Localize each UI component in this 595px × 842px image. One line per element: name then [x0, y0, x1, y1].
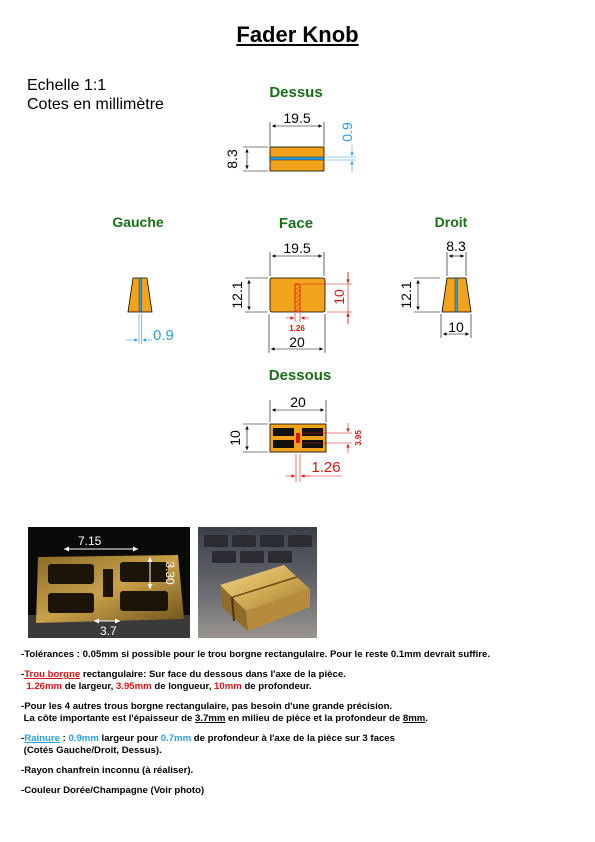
note-value: 0.7mm	[160, 733, 192, 744]
dim-bottom-width: 20	[290, 394, 306, 410]
view-label-top: Dessus	[269, 84, 323, 101]
page-title: Fader Knob	[236, 22, 359, 47]
note-text: (Cotés Gauche/Droit, Dessus).	[23, 745, 162, 756]
note-text: La côte importante est l'épaisseur de	[23, 713, 195, 724]
note-tolerance: -Tolérances : 0.05mm si possible pour le trou borgne rectangulaire. Pour le reste 0.1mm devrait suffire.	[21, 649, 490, 660]
bottom-view-pocket	[302, 428, 323, 436]
dim-bottom-hole-width: 1.26	[311, 459, 341, 476]
bottom-view-pocket	[273, 428, 294, 436]
top-view	[224, 110, 356, 172]
photo-dim-right: 3.30	[163, 561, 177, 585]
note-other-holes	[21, 701, 581, 725]
bottom-view	[227, 394, 363, 482]
note-text: de largeur,	[62, 681, 116, 692]
units-line: Cotes en millimètre	[27, 96, 164, 113]
photo-knob-drawing	[198, 527, 317, 638]
note-text: rectangulaire: Sur face du dessous dans l'axe de la pièce.	[80, 669, 346, 680]
bottom-view-blind-hole	[296, 433, 300, 443]
note-text: -Pour les 4 autres trous borgne rectangulaire, pas besoin d'une grande précision.	[21, 701, 393, 712]
note-groove	[21, 733, 581, 757]
dim-top-groove: 0.9	[339, 122, 355, 142]
photo-underside	[28, 527, 190, 638]
note-color: -Couleur Dorée/Champagne (Voir photo)	[21, 785, 205, 796]
view-label-right: Droit	[434, 214, 468, 230]
left-view	[126, 278, 174, 344]
note-text: de profondeur.	[241, 681, 312, 692]
dim-front-hole-width: 1.26	[289, 324, 305, 333]
note-term: Rainure	[24, 733, 60, 744]
view-label-front: Face	[278, 215, 314, 232]
dim-bottom-hole-length: 3.95	[354, 430, 363, 446]
note-chamfer: -Rayon chanfrein inconnu (à réaliser).	[21, 765, 194, 776]
dim-front-height: 12.1	[229, 281, 245, 309]
scale-line: Echelle 1:1	[27, 77, 107, 94]
note-text: en milieu de pièce et la profondeur de	[225, 713, 403, 724]
note-text: :	[59, 733, 69, 744]
dim-right-height: 12.1	[398, 281, 414, 309]
note-text: de profondeur à l'axe de la pièce sur 3 faces	[191, 733, 395, 744]
note-text: .	[425, 713, 428, 724]
bottom-view-pocket	[302, 440, 323, 448]
dim-front-bottom: 20	[289, 334, 305, 350]
right-view	[398, 238, 471, 338]
note-value: 1.26mm	[26, 681, 63, 692]
bottom-view-pocket	[273, 440, 294, 448]
dim-top-depth: 8.3	[224, 149, 240, 169]
dim-right-bottom: 10	[448, 319, 464, 335]
note-text: -	[21, 733, 25, 744]
note-text: de longueur,	[151, 681, 215, 692]
front-view-hole	[295, 284, 300, 312]
view-label-bottom: Dessous	[268, 367, 332, 384]
note-text: -	[21, 669, 25, 680]
notes-section	[21, 649, 581, 805]
dim-front-top: 19.5	[283, 240, 311, 256]
photo-dim-bottom: 3.7	[100, 624, 117, 638]
note-text: largeur pour	[98, 733, 161, 744]
dim-left-groove: 0.9	[153, 327, 174, 344]
left-view-groove	[139, 278, 142, 312]
dim-right-top: 8.3	[446, 238, 466, 254]
note-value: 3.95mm	[115, 681, 152, 692]
note-term: Trou borgne	[24, 669, 81, 680]
top-view-groove	[270, 157, 324, 160]
note-value: 3.7mm	[194, 713, 226, 724]
view-label-left: Gauche	[112, 214, 164, 230]
note-value: 10mm	[214, 681, 242, 692]
photo-dim-top: 7.15	[78, 534, 102, 548]
right-view-groove	[455, 278, 458, 312]
note-value: 0.9mm	[68, 733, 99, 744]
dim-bottom-depth: 10	[227, 430, 243, 446]
dim-top-width: 19.5	[283, 110, 311, 126]
photo-knob	[198, 527, 317, 638]
dim-front-hole-depth: 10	[331, 289, 347, 305]
note-value: 8mm	[402, 713, 426, 724]
photo-underside-drawing	[28, 527, 190, 638]
front-view	[229, 240, 352, 353]
note-blind-hole	[21, 669, 581, 693]
